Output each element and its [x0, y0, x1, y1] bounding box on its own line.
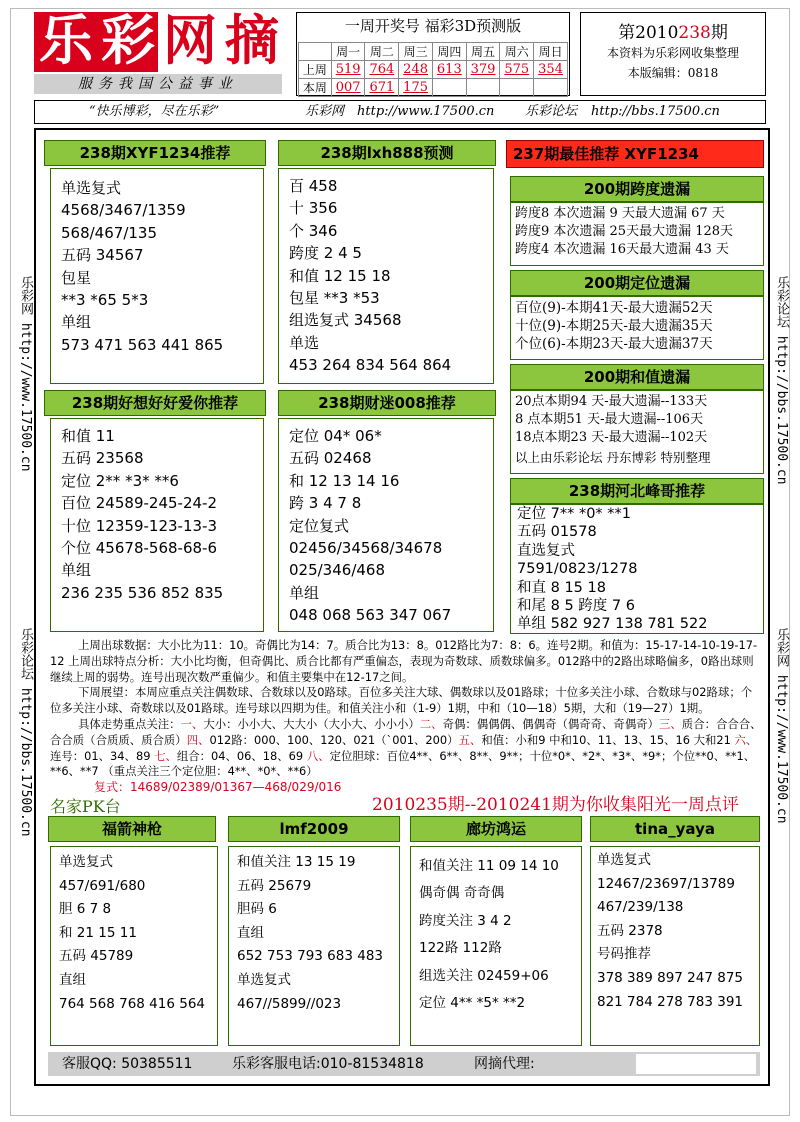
panel-line: 457/691/680 [59, 877, 146, 894]
panel-line: 组选复式 34568 [289, 311, 402, 330]
draw-number: 248 [399, 61, 433, 79]
panel-sum-miss [510, 390, 764, 474]
panel-line: 236 235 536 852 835 [61, 583, 224, 602]
panel-lxh888 [278, 168, 494, 384]
panel-line: 467/239/138 [597, 899, 684, 916]
panel-line: 和直 8 15 18 [517, 579, 606, 596]
table-row [299, 79, 568, 97]
panel-line: 122路 112路 [419, 940, 502, 957]
motto: “快乐博彩，尽在乐彩” [89, 104, 220, 119]
footer-qq: 客服QQ: 50385511 [62, 1056, 193, 1072]
panel-line: 8 点本期51 天-最大遗漏--106天 [515, 412, 704, 427]
issue-number: 238 [678, 23, 711, 43]
panel-title: 238期好想好好爱你推荐 [44, 390, 266, 416]
logo-char: 摘 [220, 10, 282, 72]
panel-line: 十位(9)-本期25天-最大遗漏35天 [515, 318, 713, 334]
panel-line: 单选复式 [61, 179, 122, 197]
panel-line: 号码推荐 [597, 946, 651, 963]
draw-number: 007 [331, 79, 365, 97]
panel-hebei [510, 504, 764, 634]
fushi-line: 复式：14689/02389/01367—468/029/016 [94, 780, 342, 795]
panel-line: 百位 24589-245-24-2 [61, 494, 217, 513]
pk-column-title: tina_yaya [590, 816, 760, 842]
draw-number [432, 79, 466, 97]
panel-line: 直组 [237, 924, 264, 941]
draw-number: 354 [534, 61, 568, 79]
panel-line: 五码 25679 [237, 877, 312, 894]
banner [34, 100, 766, 124]
side-text-right-bottom: 乐彩网 http://www.17500.cn [774, 628, 789, 824]
day-header: 周六 [500, 43, 534, 61]
analysis-text [50, 638, 762, 796]
panel-line: 五码 2378 [597, 922, 663, 939]
draw-number: 764 [365, 61, 399, 79]
panel-line: 定位 4** *5* **2 [419, 994, 526, 1011]
panel-line: 和值关注 13 15 19 [237, 854, 356, 870]
panel-title: 238期河北峰哥推荐 [510, 478, 764, 504]
panel-line: 个位 45678-568-68-6 [61, 538, 217, 557]
day-header: 周日 [534, 43, 568, 61]
draw-table [298, 42, 568, 97]
panel-line: 个 346 [289, 221, 338, 240]
panel-line: 18点本期23 天-最大遗漏--102天 [515, 430, 708, 445]
day-header: 周一 [331, 43, 365, 61]
panel-line: 单选复式 [237, 971, 291, 988]
pk-column-title: lmf2009 [228, 816, 400, 842]
panel-title: 200期定位遗漏 [510, 270, 764, 296]
panel-line: 五码 02468 [289, 449, 372, 468]
panel-title: 200期和值遗漏 [510, 364, 764, 390]
logo [34, 10, 282, 72]
panel-xyf1234 [50, 168, 264, 384]
panel-line: 跨度关注 3 4 2 [419, 912, 512, 929]
panel-haoxiang [50, 418, 264, 632]
draw-number: 175 [399, 79, 433, 97]
panel-line: 02456/34568/34678 [289, 538, 443, 557]
draw-title: 一周开奖号 福彩3D预测版 [344, 17, 522, 35]
day-header: 周五 [466, 43, 500, 61]
panel-line: 直组 [59, 971, 86, 988]
side-text-right-top: 乐彩论坛 http://bbs.17500.cn [774, 276, 789, 485]
panel-line: 以上由乐彩论坛 丹东博彩 特别整理 [515, 450, 711, 465]
panel-line: 跨度 2 4 5 [289, 244, 362, 263]
panel-title: 238期lxh888预测 [278, 140, 496, 166]
logo-char: 彩 [101, 9, 153, 72]
panel-line: 五码 45789 [59, 948, 134, 965]
site-label: 乐彩网 [305, 104, 345, 119]
panel-line: 单组 582 927 138 781 522 [517, 616, 708, 633]
panel-line: 467//5899//023 [237, 995, 342, 1012]
draw-number [500, 79, 534, 97]
draw-number [534, 79, 568, 97]
draw-number: 575 [500, 61, 534, 79]
table-row [299, 61, 568, 79]
panel-line: 573 471 563 441 865 [61, 335, 224, 354]
footer-agent: 网摘代理: [474, 1056, 535, 1072]
panel-line: 定位 7** *0* **1 [517, 506, 632, 522]
row-label: 本周 [299, 79, 332, 97]
panel-line: 4568/3467/1359 [61, 201, 186, 220]
logo-char: 乐 [39, 9, 91, 72]
panel-line: 跨度8 本次遗漏 9 天最大遗漏 67 天 [515, 206, 725, 221]
panel-line: 单选复式 [59, 854, 113, 870]
panel-line: 和值 11 [61, 427, 115, 445]
forum-label: 乐彩论坛 [525, 104, 578, 119]
issue-subtitle: 本资料为乐彩网收集整理 [606, 46, 739, 60]
pk-column-fujian [50, 846, 218, 1046]
panel-line: 单组 [61, 561, 92, 580]
panel-line: 包星 **3 *53 [289, 288, 380, 307]
panel-line: 652 753 793 683 483 [237, 948, 384, 965]
table-row [299, 43, 568, 61]
pk-column-langfang [410, 846, 582, 1046]
panel-line: 048 068 563 347 067 [289, 606, 452, 625]
panel-line: 821 784 278 783 391 [597, 993, 744, 1010]
panel-line: 单选复式 [597, 852, 651, 868]
panel-span-miss [510, 202, 764, 266]
day-header: 周二 [365, 43, 399, 61]
week-review-title: 2010235期--2010241期为你收集阳光一周点评 [372, 795, 739, 815]
panel-line: 和值关注 11 09 14 10 [419, 858, 559, 874]
panel-title: 238期XYF1234推荐 [44, 140, 266, 166]
pk-column-tina [590, 846, 760, 1046]
forum-url[interactable]: http://bbs.17500.cn [591, 104, 720, 119]
panel-line: 和尾 8 5 跨度 7 6 [517, 597, 635, 614]
panel-line: 定位复式 [289, 516, 350, 535]
panel-line: 12467/23697/13789 [597, 875, 735, 892]
panel-line: 跨度4 本次遗漏 16天最大遗漏 43 天 [515, 242, 729, 257]
panel-line: 7591/0823/1278 [517, 561, 638, 578]
draw-number: 519 [331, 61, 365, 79]
analysis-paragraph: 下周展望：本周应重点关注偶数球、合数球以及0路球。百位多关注大球、偶数球以及01路球；十位多关注小球、合数球与02路球；个位多关注小球、奇数球以及01路球。连号球以四期为佳。和值关注小和（1-9）1期，中和（10—18）5期，大和（19—27）1期。 [50, 685, 753, 716]
pk-column-lmf2009 [228, 846, 400, 1046]
panel-line: 胆 6 7 8 [59, 901, 112, 918]
panel-line: 胆码 6 [237, 901, 277, 918]
day-header: 周四 [432, 43, 466, 61]
panel-line: 568/467/135 [61, 223, 157, 242]
logo-char: 网 [158, 10, 220, 72]
panel-line: 378 389 897 247 875 [597, 969, 744, 986]
pk-column-title: 廊坊鸿运 [410, 816, 582, 842]
panel-line: 包星 [61, 268, 92, 287]
pk-column-title: 福箭神枪 [48, 816, 216, 842]
panel-line: 跨度9 本次遗漏 25天最大遗漏 128天 [515, 224, 734, 239]
panel-line: 十位 12359-123-13-3 [61, 516, 217, 535]
draw-number: 671 [365, 79, 399, 97]
agent-box [636, 1054, 756, 1074]
draw-number: 379 [466, 61, 500, 79]
pk-title: 名家PK台 [50, 797, 121, 816]
panel-line: 百 458 [289, 177, 338, 195]
panel-line: 453 264 834 564 864 [289, 356, 452, 375]
draw-number [466, 79, 500, 97]
panel-line: 20点本期94 天-最大遗漏--133天 [515, 394, 708, 409]
panel-line: 组选关注 02459+06 [419, 967, 549, 984]
panel-line: 和 21 15 11 [59, 924, 137, 941]
panel-line: 直选复式 [517, 542, 575, 559]
panel-line: 五码 01578 [517, 524, 597, 541]
panel-line: 单选 [289, 333, 320, 352]
site-url[interactable]: http://www.17500.cn [357, 104, 495, 119]
panel-line: 和 12 13 14 16 [289, 471, 400, 490]
panel-line: 定位 2** *3* **6 [61, 471, 179, 490]
panel-line: 五码 23568 [61, 449, 144, 468]
panel-line: 五码 34567 [61, 246, 144, 265]
panel-line: 个位(6)-本期23天-最大遗漏37天 [515, 336, 713, 352]
panel-line: 百位(9)-本期41天-最大遗漏52天 [515, 300, 713, 316]
panel-line: 偶奇偶 奇奇偶 [419, 885, 505, 902]
panel-line: 十 356 [289, 199, 338, 218]
analysis-paragraph: 上周出球数据：大小比为11：10。奇偶比为14：7。质合比为13：8。012路比为7：8：6。连号2期。和值为：15-17-14-10-19-17-12 上周出球特点分析：大小比均衡，但奇偶比、质合比都有严重偏态，表现为奇数球、质数球偏多。012路中的2路出球略偏多，0路出球则继续上周的弱势。连号出现次数严重偏少。和值主要集中在12-17之间。 [50, 638, 758, 684]
issue-code: 本版编辑：0818 [627, 66, 719, 80]
side-text-left-bottom: 乐彩论坛 http://bbs.17500.cn [18, 628, 33, 837]
panel-pos-miss [510, 296, 764, 360]
panel-line: 定位 04* 06* [289, 427, 382, 445]
panel-line: 和值 12 15 18 [289, 266, 391, 285]
panel-line: 单组 [289, 583, 320, 602]
footer-phone: 乐彩客服电话:010-81534818 [232, 1056, 424, 1072]
day-header: 周三 [399, 43, 433, 61]
panel-line: 单组 [61, 313, 92, 332]
panel-title: 238期财迷008推荐 [278, 390, 496, 416]
panel-line: 跨 3 4 7 8 [289, 494, 362, 513]
analysis-paragraph: 具体走势重点关注：一、大小：小小大、大大小（大小大、小小小）二、奇偶：偶偶偶、偶偶奇（偶奇奇、奇偶奇）三、质合：合合合、合合质（合质质、质合质）四、012路：000、100、120、021（`001、200）五、和值：小和9 中和10、11、13、15、16 大和21 六、连号：01、34、89 七、组合：04、06、18、69 八、定位胆球：百位4**、6**、8**、9**；十位*0*、*2*、*3*、*9*；个位**0、**1、**6、**7 （重点关注三个定位胆：4**、*0*、**6） [50, 716, 762, 779]
slogan: 服务我国公益事业 [34, 74, 282, 94]
row-label: 上周 [299, 61, 332, 79]
best-title: 237期最佳推荐 XYF1234 [506, 140, 764, 168]
panel-caimi008 [278, 418, 494, 632]
panel-line: **3 *65 5*3 [61, 290, 149, 309]
draw-number: 613 [432, 61, 466, 79]
side-text-left-top: 乐彩网 http://www.17500.cn [18, 276, 33, 472]
panel-line: 025/346/468 [289, 561, 385, 580]
panel-line: 764 568 768 416 564 [59, 995, 206, 1012]
panel-title: 200期跨度遗漏 [510, 176, 764, 202]
issue-title: 第2010238期 [618, 23, 728, 43]
